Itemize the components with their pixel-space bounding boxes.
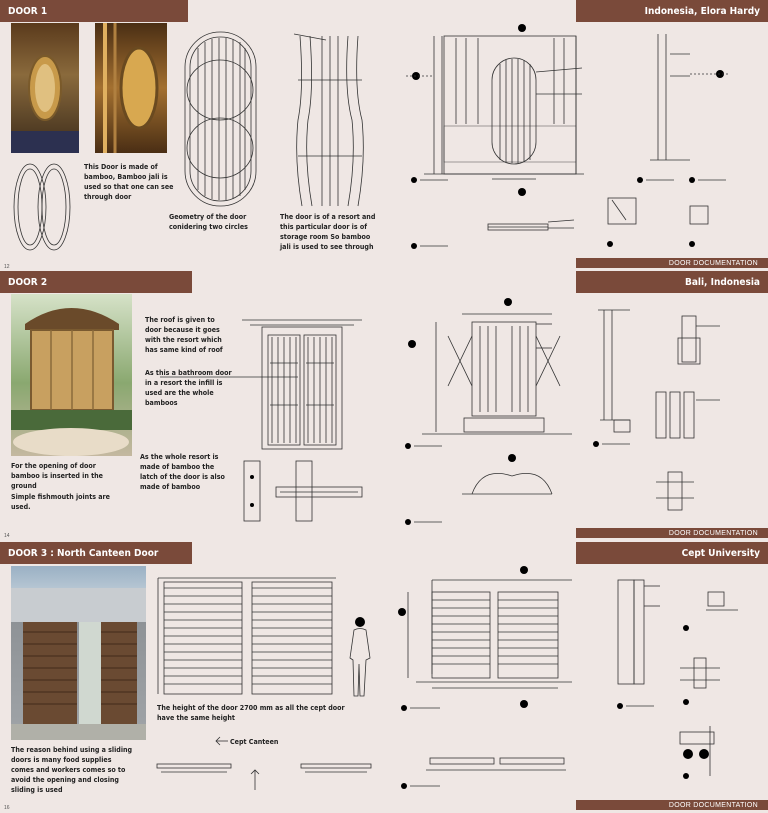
door1-bamboo-elevation [290, 30, 370, 206]
door2-note-bathroom: As this a bathroom door in a resort the infill is used are the whole bamboos [145, 368, 232, 407]
door2-footer-band [576, 528, 768, 538]
door2-joint-details [590, 300, 760, 526]
door1-photo-exterior [95, 23, 167, 153]
door3-title-band [0, 542, 192, 564]
door3-footer-band [576, 800, 768, 810]
door2-door-elevation [240, 315, 364, 525]
door2-footer: DOOR DOCUMENTATION [668, 529, 758, 537]
door1-technical-section [630, 30, 750, 260]
door3-note-sliding: The reason behind using a sliding doors is many food supplies comes and workers comes so to avoid the opening and closing sliding is used [11, 745, 133, 794]
door1-footer: DOOR DOCUMENTATION [668, 259, 758, 267]
door1-note-geometry: Geometry of the door conidering two circles [169, 212, 248, 231]
door1-page-number: 12 [4, 264, 10, 270]
door2-technical-drawings [402, 296, 578, 526]
door3-photo-art [11, 566, 146, 740]
door3-plan-drawing [155, 760, 373, 792]
door3-detail-drawings [610, 576, 760, 786]
door3-page-number: 16 [4, 805, 10, 811]
door1-title: DOOR 1 [8, 5, 48, 17]
door2-location-band [576, 271, 768, 293]
door1-photo-exterior-art [95, 23, 167, 153]
door2-location: Bali, Indonesia [684, 276, 760, 288]
door1-technical-elevation [404, 24, 594, 260]
door1-circle-sketch [12, 162, 72, 254]
door3-footer: DOOR DOCUMENTATION [668, 801, 758, 809]
door1-geometry-drawing [183, 30, 258, 208]
door1-location-band [576, 0, 768, 22]
door1-note-resort: The door is of a resort and this particular door is of storage room So bamboo jali is used to see through [280, 212, 376, 251]
door1-photo-interior [11, 23, 79, 153]
door1-location: Indonesia, Elora Hardy [644, 5, 760, 17]
door3-note-canteen: Cept Canteen [230, 737, 279, 746]
door3-location: Cept University [681, 547, 760, 559]
door3-photo [11, 566, 146, 740]
human-scale-figure [348, 614, 374, 698]
door3-location-band [576, 542, 768, 564]
door3-note-height: The height of the door 2700 mm as all the cept door have the same height [157, 703, 345, 722]
door1-footer-band [576, 258, 768, 268]
door2-note-roof: The roof is given to door because it goes with the resort which has same kind of roof [145, 315, 223, 354]
door2-page-number: 14 [4, 533, 10, 539]
door3-door-elevation [150, 576, 340, 698]
door1-photo-interior-art [11, 23, 79, 153]
door3-title: DOOR 3 : North Canteen Door [8, 547, 159, 559]
door2-note-joints: Simple fishmouth joints are used. [11, 492, 110, 511]
door2-photo [11, 294, 132, 456]
door1-title-band [0, 0, 188, 22]
door2-title-band [0, 271, 192, 293]
door2-title: DOOR 2 [8, 276, 48, 288]
door2-photo-art [11, 294, 132, 456]
canteen-arrow-icon [214, 736, 228, 746]
door2-note-latch: As the whole resort is made of bamboo the latch of the door is also made of bamboo [140, 452, 225, 491]
door3-technical-elevation [396, 564, 576, 794]
door2-note-opening: For the opening of door bamboo is inserted in the ground [11, 461, 103, 490]
door1-note-bamboo: This Door is made of bamboo, Bamboo jali is used so that one can see through door [84, 162, 174, 201]
